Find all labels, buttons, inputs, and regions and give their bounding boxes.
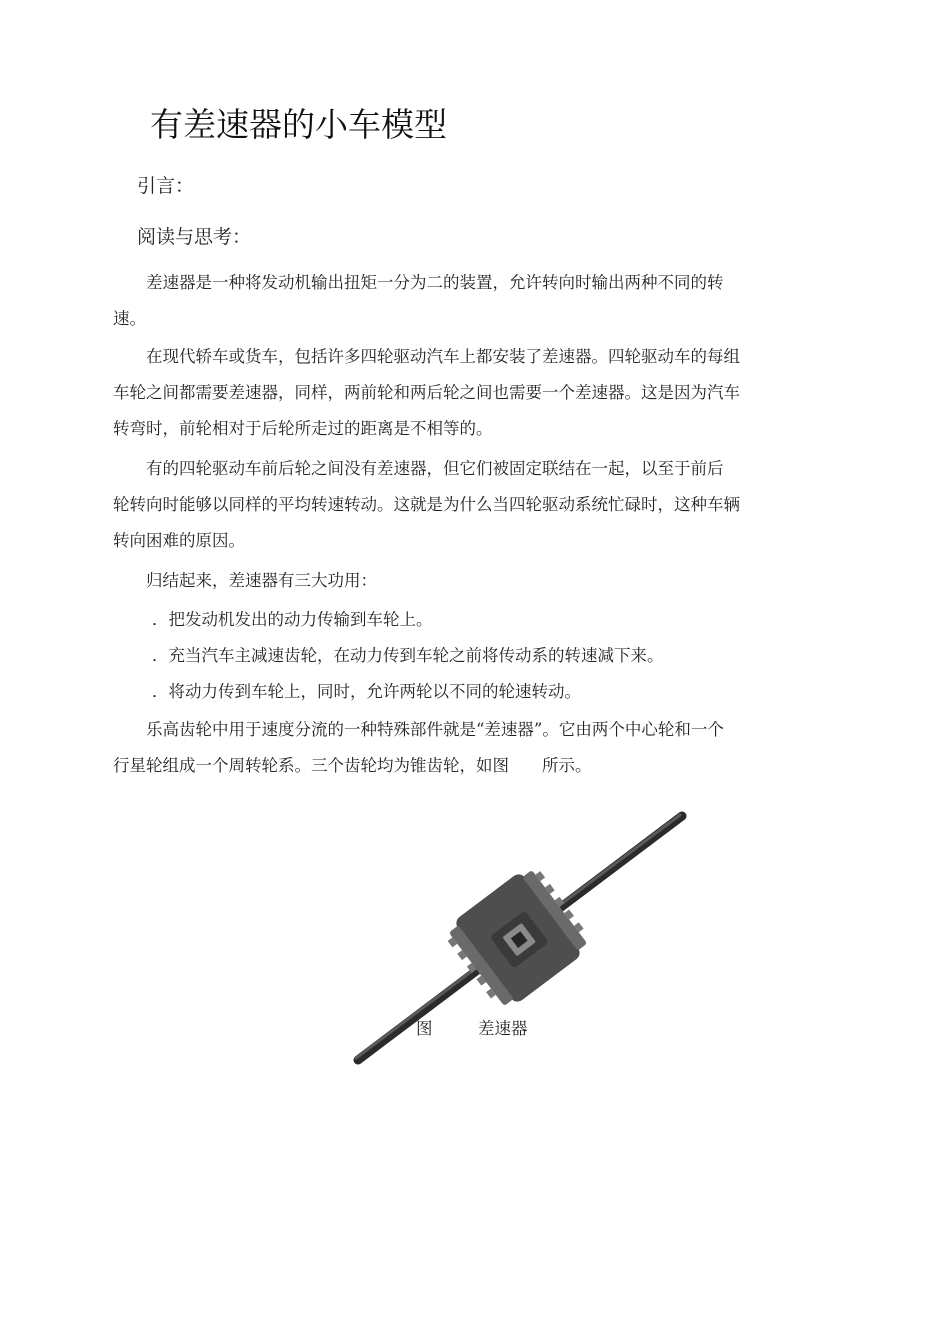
- paragraph-line: 差速器是一种将发动机输出扭矩一分为二的装置，允许转向时输出两种不同的转: [146, 273, 724, 292]
- paragraph-line: 转弯时，前轮相对于后轮所走过的距离是不相等的。: [113, 419, 493, 438]
- paragraph-line: 有的四轮驱动车前后轮之间没有差速器，但它们被固定联结在一起，以至于前后: [146, 459, 724, 478]
- paragraph-line: 速。: [113, 309, 146, 328]
- heading-reading: 阅读与思考：: [137, 226, 252, 248]
- document-title: 有差速器的小车模型: [150, 105, 447, 144]
- paragraph-line: 归结起来，差速器有三大功用：: [146, 571, 377, 590]
- paragraph-line: 行星轮组成一个周转轮系。三个齿轮均为锥齿轮，如图 所示。: [113, 756, 592, 775]
- paragraph-line: 乐高齿轮中用于速度分流的一种特殊部件就是“差速器”。它由两个中心轮和一个: [146, 720, 724, 739]
- figure-caption-text: 差速器: [478, 1019, 528, 1038]
- figure-caption-label: 图: [416, 1019, 433, 1038]
- paragraph-line: 轮转向时能够以同样的平均转速转动。这就是为什么当四轮驱动系统忙碌时，这种车辆: [113, 495, 740, 514]
- paragraph-4: [113, 563, 841, 599]
- bullet-item-2: ．充当汽车主减速齿轮，在动力传到车轮之前将传动系的转速减下来。: [152, 646, 664, 665]
- paragraph-lego: [113, 712, 841, 784]
- paragraph-1: [113, 265, 841, 337]
- paragraph-2: [113, 339, 841, 447]
- gear-housing: [440, 862, 595, 1015]
- heading-intro: 引言：: [137, 175, 195, 197]
- paragraph-line: 在现代轿车或货车，包括许多四轮驱动汽车上都安装了差速器。四轮驱动车的每组: [146, 347, 740, 366]
- paragraph-line: 转向困难的原因。: [113, 531, 245, 550]
- paragraph-3: [113, 451, 841, 559]
- bullet-item-1: ．把发动机发出的动力传输到车轮上。: [152, 610, 433, 629]
- paragraph-line: 车轮之间都需要差速器，同样，两前轮和两后轮之间也需要一个差速器。这是因为汽车: [113, 383, 740, 402]
- bullet-item-3: ．将动力传到车轮上，同时，允许两轮以不同的轮速转动。: [152, 682, 581, 701]
